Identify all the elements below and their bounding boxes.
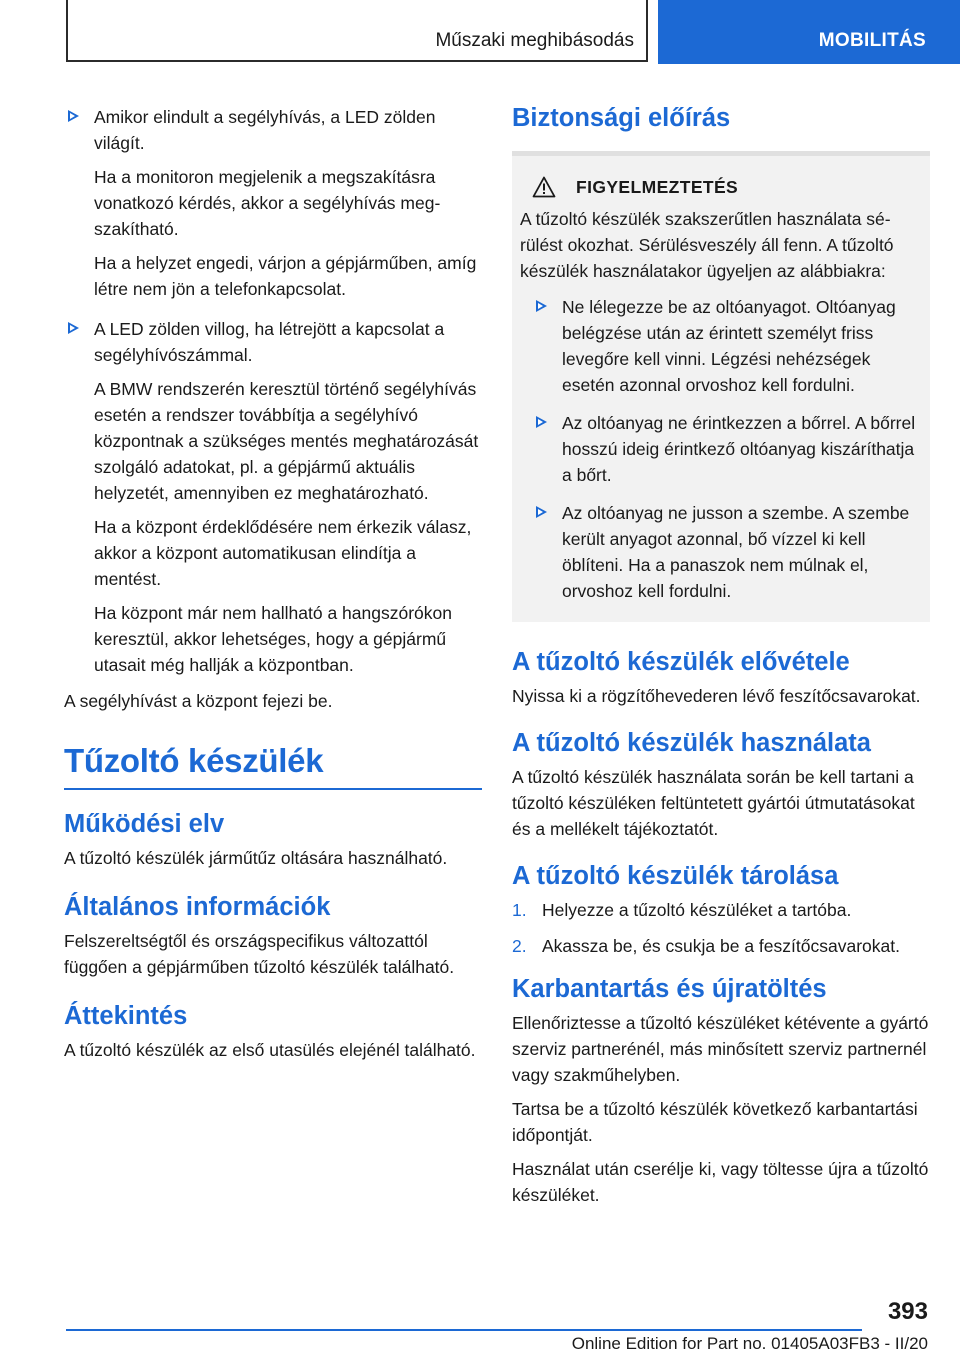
bullet-triangle-icon	[536, 506, 547, 518]
page-number: 393	[887, 1298, 928, 1325]
paragraph: Ha központ már nem hallható a hangszórókon keresztül, akkor lehetséges, hogy a gépjármű utasait még hallják a központban.	[94, 603, 452, 675]
step-text: Akassza be, és csukja be a feszítőcsavarokat.	[542, 936, 900, 956]
list-item	[532, 410, 922, 488]
numbered-step	[512, 897, 930, 923]
bullet-triangle-icon	[536, 300, 547, 312]
bullet-triangle-icon	[68, 322, 79, 334]
paragraph: Ha a helyzet engedi, várjon a gépjárműben, amíg létre nem jön a telefonkapcsolat.	[94, 253, 477, 299]
section-text: Nyissa ki a rögzítőhevederen lévő feszítőcsavarokat.	[512, 686, 921, 706]
chapter-heading: Tűzoltó készülék	[64, 742, 482, 790]
warning-label: FIGYELMEZTETÉS	[576, 176, 739, 197]
paragraph: Ha a monitoron megjelenik a megszakításra vonatkozó kérdés, akkor a segélyhívás megszakítható.	[94, 167, 441, 239]
bullet-triangle-icon	[68, 110, 79, 122]
footer-divider	[66, 1329, 862, 1331]
paragraph: A BMW rendszerén keresztül történő segélyhívás esetén a rendszer továbbítja a segélyhívó központnak a szükséges mentés meghatározását szolgáló adatokat, pl. a gépjármű aktuális helyzetét, amennyiben ez meghatározható.	[94, 379, 479, 503]
paragraph: Amikor elindult a segélyhívás, a LED zölden világít.	[94, 107, 436, 153]
step-number: 1.	[512, 900, 527, 920]
header-section-tab	[66, 0, 648, 62]
header-chapter-badge	[658, 0, 960, 64]
paragraph: Ha a központ érdeklődésére nem érkezik válasz, akkor a központ automatikusan elindítja a mentést.	[94, 517, 472, 589]
paragraph: A LED zölden villog, ha létrejött a kapcsolat a segélyhívószámmal.	[94, 319, 445, 365]
section-heading: Általános információk	[64, 893, 331, 921]
step-number: 2.	[512, 936, 527, 956]
footer-edition: Online Edition for Part no. 01405A03FB3 - II/20	[571, 1334, 928, 1353]
warning-box	[512, 156, 930, 622]
step-text: Helyezze a tűzoltó készüléket a tartóba.	[542, 900, 852, 920]
section-text: Felszereltségtől és országspecifikus változattól függően a gépjárműben tűzoltó készülék található.	[64, 931, 455, 977]
paragraph: Ne lélegezze be az oltóanyagot. Oltóanyag belégzése után az érintett személyt friss levegőre kell vinni. Légzési nehézségek esetén azonnal orvoshoz kell fordulni.	[562, 297, 896, 395]
closing-text: A segélyhívást a központ fejezi be.	[64, 691, 333, 711]
paragraph: Az oltóanyag ne érintkezzen a bőrrel. A bőrrel hosszú ideig érintkező oltóanyag kiszáríthatja a bőrt.	[562, 413, 916, 485]
warning-text: A tűzoltó készülék szakszerűtlen használata sérülést okozhat. Sérülésveszély áll fenn. A tűzoltó készülék használatakor ügyeljen az alábbiakra:	[520, 209, 894, 281]
section-heading: Karbantartás és újratöltés	[512, 975, 827, 1003]
section-text: A tűzoltó készülék használata során be kell tartani a tűzoltó készüléken feltüntetett gyártói útmutatásokat és a mellékelt tájékoztatót.	[512, 767, 915, 839]
list-item	[532, 294, 922, 398]
right-column	[512, 104, 930, 1208]
section-heading: A tűzoltó készülék tárolása	[512, 862, 839, 890]
list-item	[532, 500, 922, 604]
bullet-triangle-icon	[536, 416, 547, 428]
section-heading: Áttekintés	[64, 1002, 188, 1030]
safety-heading: Biztonsági előírás	[512, 104, 930, 156]
section-text: A tűzoltó készülék járműtűz oltására használható.	[64, 848, 448, 868]
numbered-step	[512, 933, 930, 959]
list-item	[64, 104, 482, 302]
section-heading: Működési elv	[64, 810, 225, 838]
list-item	[64, 316, 482, 678]
left-column	[64, 104, 482, 1063]
header-chapter-label: MOBILITÁS	[818, 30, 926, 51]
section-heading: A tűzoltó készülék használata	[512, 729, 871, 757]
paragraph: Tartsa be a tűzoltó készülék következő karbantartási időpontját.	[512, 1099, 918, 1145]
paragraph: Ellenőriztesse a tűzoltó készüléket kétévente a gyártó szerviz partnerénél, más minősített szerviz partnernél vagy szakműhelyben.	[512, 1013, 929, 1085]
paragraph: Az oltóanyag ne jusson a szembe. A szembe került anyagot azonnal, bő vízzel ki kell öblíteni. Ha a panaszok nem múlnak el, orvoshoz kell fordulni.	[562, 503, 910, 601]
paragraph: Használat után cserélje ki, vagy töltesse újra a tűzoltó készüléket.	[512, 1159, 929, 1205]
section-text: A tűzoltó készülék az első utasülés elejénél található.	[64, 1040, 476, 1060]
header-section-title: Műszaki meghibásodás	[435, 30, 634, 51]
section-heading: A tűzoltó készülék elővétele	[512, 648, 850, 676]
warning-triangle-icon	[532, 176, 556, 198]
